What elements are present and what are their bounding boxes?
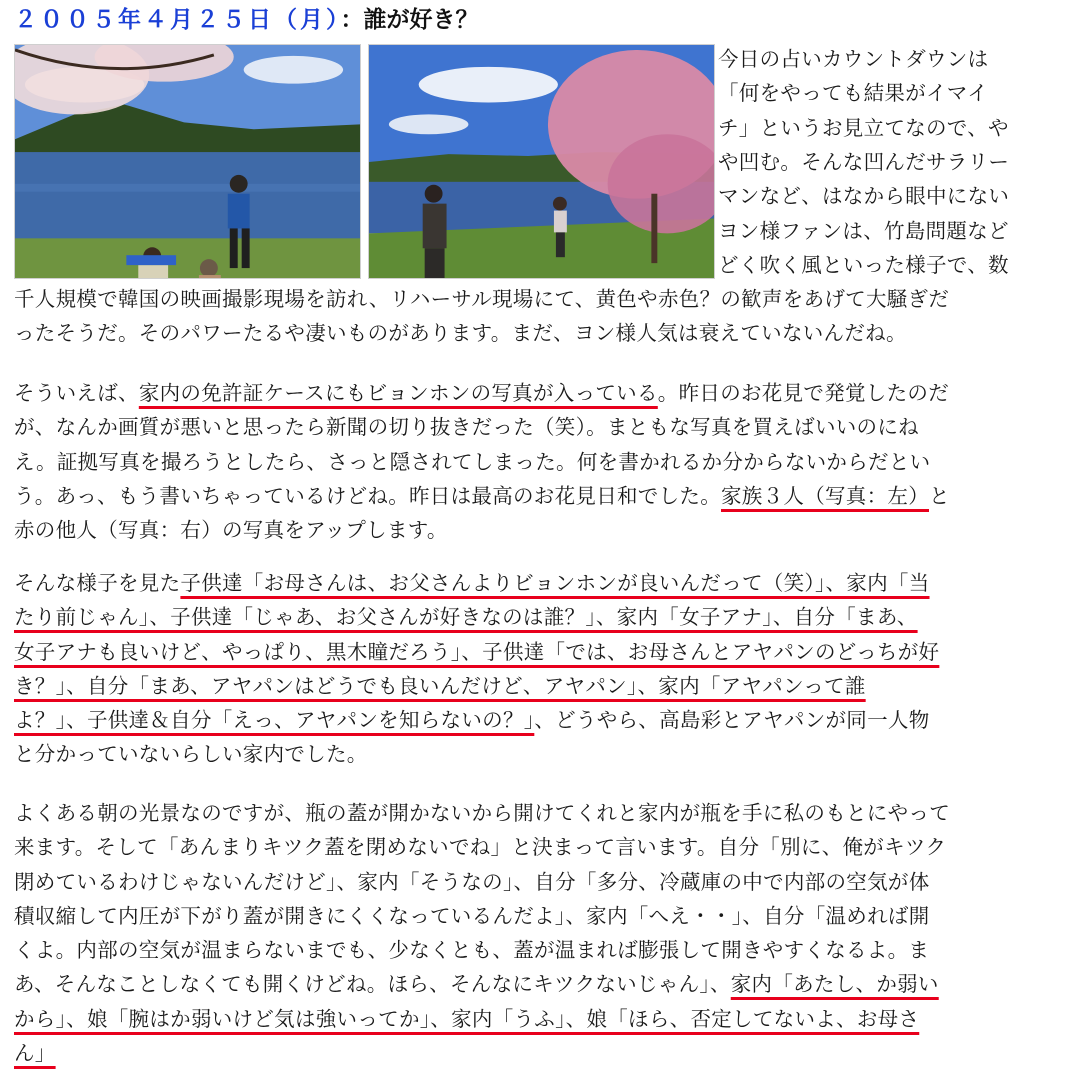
para2-text: う。あっ、もう書いちゃっているけどね。昨日は最高のお花見日和でした。	[14, 483, 721, 508]
para3-line: き？」、自分「まあ、アヤパンはどうでも良いんだけど、アヤパン」、家内「アヤパンって誰	[14, 673, 866, 698]
highlight-license-case: 家内の免許証ケースにもビョンホンの写真が入っている	[138, 381, 658, 405]
para2-text: そういえば、	[14, 381, 139, 405]
para2-line: え。証拠写真を撮ろうとしたら、さっと隠されてしまった。何を書かれるか分からないからだとい	[14, 449, 931, 474]
heading-separator: ：	[340, 7, 364, 33]
highlight-family-three: 家族３人（写真：左）	[721, 483, 929, 508]
highlight-dialogue: よ？」、子供達＆自分「えっ、アヤパンを知らないの？」	[14, 708, 535, 733]
para3-line: たり前じゃん」、子供達「じゃあ、お父さんが好きなのは誰？」、家内「女子アナ」、自分「まあ、	[14, 605, 918, 630]
para3-text: そんな様子を見た	[14, 571, 181, 595]
para2-line	[14, 376, 1070, 410]
para4-line: ん」	[14, 1041, 56, 1066]
paragraph-2	[14, 376, 1070, 547]
para1-line: マンなど、はなから眼中にない	[718, 184, 1010, 209]
highlight-jar-dialogue: 家内「あたし、か弱い	[730, 972, 939, 997]
para4-line: 閉めているわけじゃないんだけど」、家内「そうなの」、自分「多分、冷蔵庫の中で内部の空気が体	[14, 869, 930, 894]
para4-line	[14, 967, 1070, 1001]
para1-line: 「何をやっても結果がイマイ	[718, 81, 988, 106]
paragraph-1	[14, 282, 1070, 351]
para1-line: ったそうだ。そのパワーたるや凄いものがあります。まだ、ヨン様人気は衰えていないんだね。	[14, 321, 907, 346]
para2-text: 。昨日のお花見で発覚したのだ	[657, 381, 949, 405]
para3-line	[14, 703, 1070, 737]
para2-line	[14, 479, 1070, 513]
para3-line	[14, 566, 1070, 600]
family-picnic-photo	[14, 44, 361, 279]
entry-title: 誰が好き？	[363, 7, 479, 33]
para4-line: 積収縮して内圧が下がり蓋が開きにくくなっているんだよ」、家内「へえ・・」、自分「温めれば開	[14, 903, 930, 928]
para3-line: 女子アナも良いけど、やっぱり、黒木瞳だろう」、子供達「では、お母さんとアヤパンのどっちが好	[14, 639, 940, 664]
highlight-dialogue: 子供達「お母さんは、お父さんよりビョンホンが良いんだって（笑）」、家内「当	[180, 571, 930, 595]
para4-line: から」、娘「腕はか弱いけど気は強いってか」、家内「うふ」、娘「ほら、否定してないよ、お母さ	[14, 1006, 920, 1031]
para2-line: 赤の他人（写真：右）の写真をアップします。	[14, 518, 448, 543]
para3-text: 、どうやら、高島彩とアヤパンが同一人物	[534, 708, 930, 733]
para1-line: チ」というお見立てなので、や	[718, 115, 1009, 140]
para4-line: 来ます。そして「あんまりキツク蓋を閉めないでね」と決まって言います。自分「別に、俺がキツク	[14, 835, 947, 860]
para1-line: 千人規模で韓国の映画撮影現場を訪れ、リハーサル現場にて、黄色や赤色？の歓声をあげて大騒ぎだ	[14, 287, 950, 312]
para2-line: が、なんか画質が悪いと思ったら新聞の切り抜きだった（笑）。まともな写真を買えばいいのにね	[14, 415, 919, 440]
para1-line: ヨン様ファンは、竹島問題など	[718, 218, 1009, 243]
para4-line: よくある朝の光景なのですが、瓶の蓋が開かないから開けてくれと家内が瓶を手に私のもとにやって	[14, 801, 950, 825]
paragraph-4	[14, 796, 1070, 1070]
para1-line: どく吹く風といった様子で、数	[718, 252, 1009, 277]
para2-text: と	[929, 483, 950, 508]
entry-heading	[14, 4, 479, 36]
paragraph-3	[14, 566, 1070, 772]
entry-date: ２００５年４月２５日（月）	[14, 7, 341, 33]
para3-line: と分かっていないらしい家内でした。	[14, 742, 368, 767]
cherry-blossom-lake-photo	[368, 44, 715, 279]
para4-line: くよ。内部の空気が温まらないまでも、少なくとも、蓋が温まれば膨張して開きやすくなるよ。ま	[14, 938, 930, 963]
para4-text: あ、そんなことしなくても開くけどね。ほら、そんなにキツクないじゃん」、	[14, 972, 731, 997]
para1-line: 今日の占いカウントダウンは	[718, 47, 989, 71]
para1-line: や凹む。そんな凹んだサラリー	[718, 149, 1010, 174]
